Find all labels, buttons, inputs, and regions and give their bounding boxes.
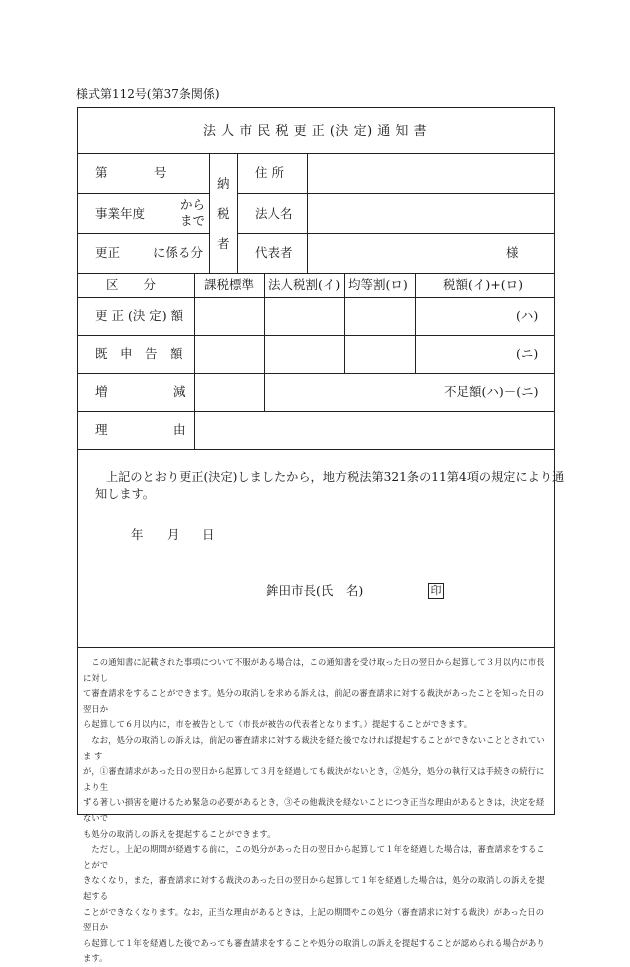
row-declared-mark: (ニ) [516, 346, 539, 361]
reason-label-a: 理 [95, 422, 108, 437]
number-suffix: 号 [154, 165, 167, 180]
row-change-label-b: 減 [173, 384, 186, 399]
date-day: 日 [202, 527, 215, 542]
note-line: ずる著しい損害を避けるため緊急の必要があるとき，③その他裁決を経ないことにつき正当な理由があるときは，決定を経ないで [83, 797, 545, 823]
row-corrected-label: 更 正 (決 定) 額 [95, 308, 184, 323]
rule-colhead-bottom [77, 297, 555, 298]
representative-field[interactable] [308, 234, 508, 273]
note-line: きなくなり，また，審査請求に対する裁決のあった日の翌日から起算して１年を経過した場合は，処分の取消しの訴えを提起する [83, 875, 545, 901]
document-title: 法 人 市 民 税 更 正 (決 定) 通 知 書 [202, 124, 428, 139]
fiscal-year-label: 事業年度 [95, 206, 146, 221]
row-change-label-a: 増 [95, 384, 108, 399]
corp-name-label: 法人名 [255, 206, 293, 221]
rule-body-bottom [77, 647, 555, 648]
mayor-name: 鉾田市長(氏 名) [266, 583, 364, 598]
representative-label: 代表者 [255, 245, 293, 260]
note-line: ただし，上記の期間が経過する前に，この処分があった日の翌日から起算して１年を経過した場合は，審査請求をすることがで [83, 844, 545, 870]
correction-suffix: に係る分 [153, 245, 204, 260]
from-label: から [180, 197, 206, 212]
taxpayer-char-3: 者 [217, 236, 230, 251]
appeal-notes [83, 655, 551, 967]
note-line: なお，処分の取消しの訴えは，前記の審査請求に対する裁決を経た後でなければ提起することができないこととされていま す [83, 734, 545, 761]
rule-taxpayer-right [237, 153, 238, 273]
col-per-capita: 均等割(ロ) [348, 277, 408, 292]
reason-label-b: 由 [173, 422, 186, 437]
seal-mark: 印 [428, 583, 444, 599]
col-total: 税額(イ)+(ロ) [443, 277, 523, 292]
taxpayer-char-1: 納 [217, 176, 230, 191]
number-label: 第 [95, 165, 108, 180]
rule-number-bottom [77, 193, 209, 194]
rule-col2-change [264, 373, 265, 411]
col-corp-tax: 法人税割(イ) [268, 277, 341, 292]
corp-name-field[interactable] [308, 194, 554, 233]
rule-header-bottom [77, 273, 555, 274]
date-month: 月 [167, 527, 180, 542]
rule-corrected-bottom [77, 335, 555, 336]
correction-label: 更正 [95, 245, 121, 260]
address-field[interactable] [308, 154, 554, 193]
rule-declared-bottom [77, 373, 555, 374]
note-line: この通知書に記載された事項について不服がある場合は，この通知書を受け取った日の翌日から起算して３月以内に市長に対し [83, 657, 545, 683]
note-line: ら起算して６月以内に，市を被告として（市長が被告の代表者となります。）提起することができます。 [83, 719, 473, 730]
note-line: て審査請求をすることができます。処分の取消しを求める訴えは，前記の審査請求に対する裁決があったことを知った日の翌日か [83, 688, 545, 714]
rule-col3 [344, 273, 345, 373]
row-declared-label: 既 申 告 額 [95, 346, 183, 361]
form-number: 様式第112号(第37条関係) [76, 87, 220, 101]
taxpayer-char-2: 税 [217, 206, 230, 221]
rule-reason-bottom [77, 449, 555, 450]
notice-line-2: 知します。 [95, 487, 155, 501]
to-label: まで [180, 213, 206, 228]
rule-col2 [264, 273, 265, 373]
col-category: 区 分 [106, 277, 157, 292]
row-corrected-mark: (ハ) [516, 308, 539, 323]
rule-taxpayer-left [209, 153, 210, 273]
col-tax-base: 課税標準 [204, 277, 255, 292]
date-year: 年 [131, 527, 144, 542]
note-line: も処分の取消しの訴えを提起することができます。 [83, 828, 276, 839]
shortage-label: 不足額(ハ)－(ニ) [444, 384, 539, 399]
note-line: が，①審査請求があった日の翌日から起算して３月を経過しても裁決がないとき，②処分，処分の執行又は手続きの続行により生 [83, 766, 545, 792]
rule-col4 [415, 273, 416, 373]
address-label: 住 所 [255, 165, 284, 180]
note-line: ことができなくなります。なお，正当な理由があるときは，上記の期間やこの処分（審査請求に対する裁決）があった日の翌日か [83, 906, 545, 933]
note-line: ら起算して１年を経過した後であっても審査請求をすることや処分の取消しの訴えを提起することが認められる場合があります。 [83, 937, 545, 964]
rule-year-bottom [77, 233, 209, 234]
reason-field[interactable] [195, 412, 554, 449]
notice-line-1: 上記のとおり更正(決定)しましたから，地方税法第321条の11第4項の規定により通 [106, 470, 565, 484]
honorific: 様 [506, 245, 519, 260]
